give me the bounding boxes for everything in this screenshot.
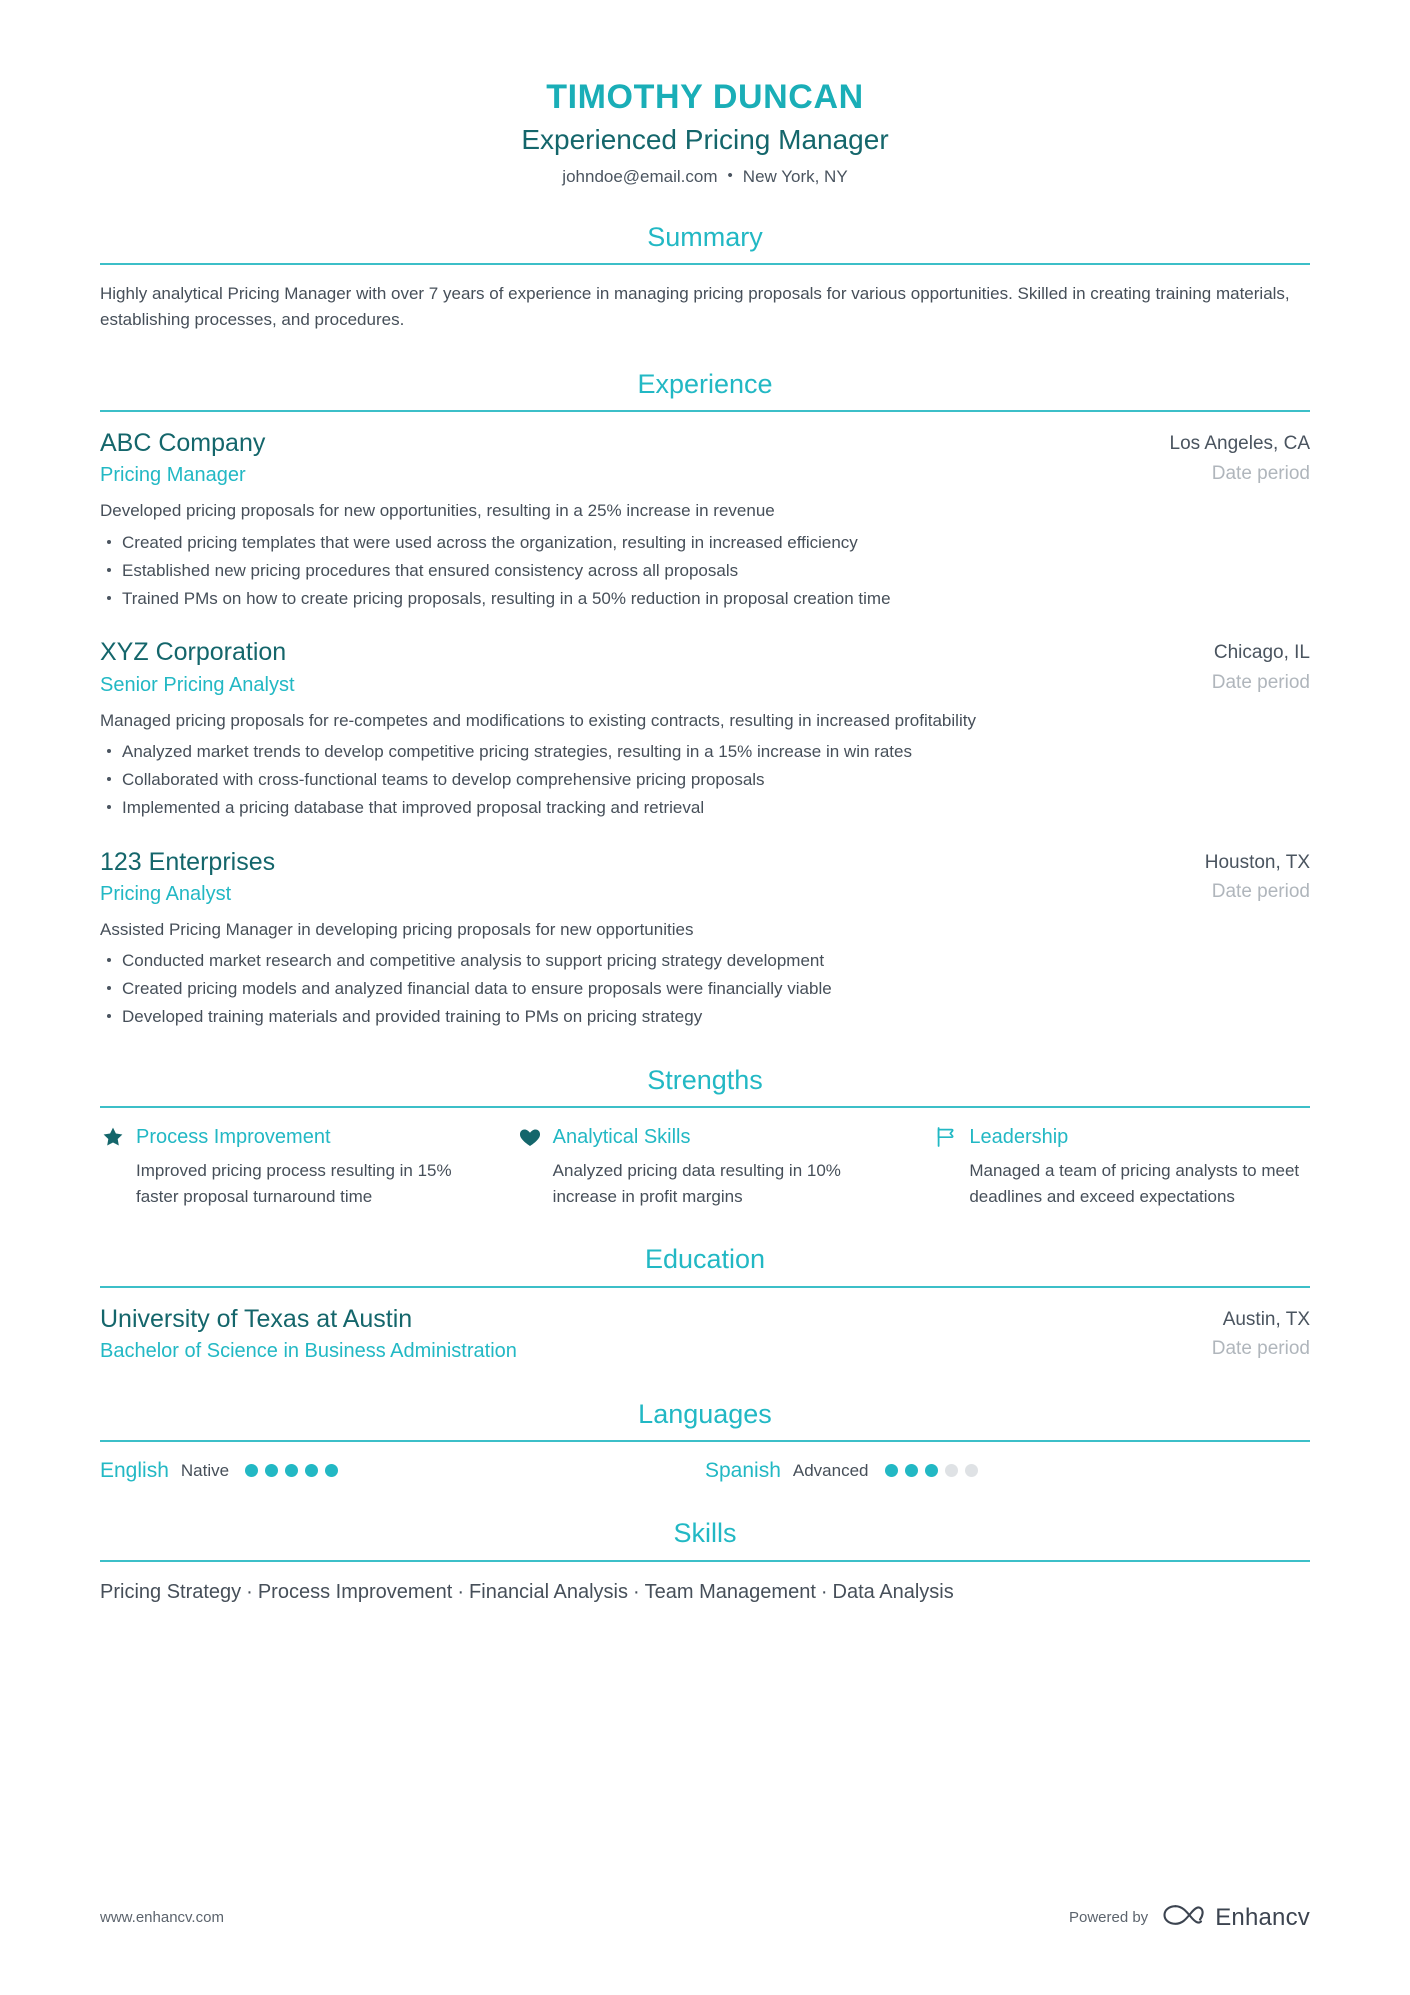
strength-item	[517, 1124, 934, 1209]
skill-item: Team Management	[644, 1580, 816, 1603]
heart-icon	[517, 1124, 543, 1150]
language-rating-dot	[965, 1464, 978, 1477]
job-bullet-item: Implemented a pricing database that improved proposal tracking and retrieval	[100, 795, 1310, 821]
section-experience	[100, 368, 1310, 1030]
strength-item	[933, 1124, 1310, 1209]
company-name: XYZ Corporation	[100, 638, 287, 667]
contact-separator: •	[727, 166, 733, 184]
language-rating-dot	[245, 1464, 258, 1477]
job-bullet-item: Collaborated with cross-functional teams to develop comprehensive pricing proposals	[100, 767, 1310, 793]
experience-entry	[100, 637, 1310, 820]
job-description: Managed pricing proposals for re-competes and modifications to existing contracts, resulting in increased profitability	[100, 710, 976, 730]
job-role: Pricing Analyst	[100, 882, 232, 905]
job-bullet-item: Created pricing models and analyzed financial data to ensure proposals were financially viable	[100, 976, 1310, 1002]
section-languages	[100, 1398, 1310, 1484]
section-title-education: Education	[644, 1244, 766, 1275]
entry-header-left	[100, 1304, 1188, 1364]
school-date-period: Date period	[1211, 1338, 1310, 1360]
strength-title: Analytical Skills	[552, 1125, 691, 1148]
job-role: Pricing Manager	[100, 464, 246, 487]
strength-description: Improved pricing process resulting in 15% faster proposal turnaround time	[136, 1161, 452, 1206]
experience-list	[100, 412, 1310, 1030]
flag-icon	[933, 1124, 959, 1150]
experience-entry	[100, 847, 1310, 1030]
section-strengths	[100, 1064, 1310, 1209]
entry-header-right	[1146, 428, 1310, 486]
skill-item: Process Improvement	[257, 1580, 453, 1603]
language-name: English	[100, 1459, 169, 1483]
candidate-job-title: Experienced Pricing Manager	[521, 124, 889, 156]
languages-list	[100, 1458, 1310, 1483]
entry-header-left	[100, 428, 1146, 488]
language-level: Native	[180, 1460, 230, 1480]
language-rating-dot	[885, 1464, 898, 1477]
entry-header	[100, 1304, 1310, 1364]
entry-header-right	[1181, 847, 1310, 905]
entry-header	[100, 637, 1310, 697]
contact-line	[100, 167, 1310, 187]
enhancv-brand-name: Enhancv	[1215, 1903, 1310, 1931]
skill-separator: ·	[820, 1580, 828, 1603]
job-bullet-item: Created pricing templates that were used across the organization, resulting in increased efficiency	[100, 530, 1310, 556]
skill-item: Financial Analysis	[469, 1580, 628, 1603]
language-rating-dot	[285, 1464, 298, 1477]
job-bullet-item: Trained PMs on how to create pricing proposals, resulting in a 50% reduction in proposal creation time	[100, 586, 1310, 612]
language-rating-dot	[265, 1464, 278, 1477]
powered-by-label: Powered by	[1068, 1909, 1149, 1926]
footer-branding	[1069, 1902, 1310, 1933]
skill-separator: ·	[633, 1580, 640, 1603]
section-title-summary: Summary	[647, 221, 763, 252]
contact-location: New York, NY	[742, 166, 848, 186]
enhancv-brand[interactable]	[1162, 1902, 1310, 1933]
job-date-period: Date period	[1211, 881, 1310, 903]
job-location: Los Angeles, CA	[1169, 433, 1310, 455]
entry-header-right	[1188, 637, 1310, 695]
star-icon	[100, 1124, 126, 1150]
strengths-list	[100, 1124, 1310, 1209]
experience-entry	[100, 428, 1310, 611]
strength-description: Managed a team of pricing analysts to meet deadlines and exceed expectations	[969, 1161, 1300, 1206]
job-location: Chicago, IL	[1213, 642, 1310, 664]
strength-header	[517, 1124, 894, 1150]
skill-separator: ·	[457, 1580, 465, 1603]
entry-header	[100, 847, 1310, 907]
candidate-name: TIMOTHY DUNCAN	[546, 78, 864, 116]
section-title-strengths: Strengths	[647, 1064, 763, 1095]
resume-header	[100, 0, 1310, 187]
job-bullet-item: Established new pricing procedures that ensured consistency across all proposals	[100, 558, 1310, 584]
language-rating-dot	[905, 1464, 918, 1477]
job-role: Senior Pricing Analyst	[100, 673, 295, 696]
entry-header-left	[100, 637, 1188, 697]
strength-header	[100, 1124, 477, 1150]
job-location: Houston, TX	[1204, 851, 1310, 873]
education-list	[100, 1288, 1310, 1364]
strength-title: Leadership	[969, 1125, 1069, 1148]
skill-separator: ·	[246, 1580, 253, 1603]
language-rating-dot	[925, 1464, 938, 1477]
section-title-languages: Languages	[638, 1398, 772, 1429]
job-description: Developed pricing proposals for new opportunities, resulting in a 25% increase in revenue	[100, 501, 775, 521]
job-bullet-item: Developed training materials and provided training to PMs on pricing strategy	[100, 1004, 1310, 1030]
school-location: Austin, TX	[1222, 1308, 1310, 1330]
section-summary	[100, 221, 1310, 334]
footer-website-url[interactable]: www.enhancv.com	[100, 1909, 224, 1926]
language-item	[100, 1458, 705, 1483]
job-bullet-list	[100, 948, 1310, 1029]
strength-header	[933, 1124, 1310, 1150]
education-entry	[100, 1304, 1310, 1364]
skill-item: Data Analysis	[832, 1580, 954, 1603]
school-name: University of Texas at Austin	[100, 1304, 413, 1333]
language-rating-dots	[245, 1464, 338, 1477]
language-item	[705, 1458, 1310, 1483]
enhancv-logo-icon	[1162, 1902, 1206, 1933]
strength-title: Process Improvement	[136, 1125, 331, 1148]
language-name: Spanish	[705, 1459, 781, 1483]
job-bullet-item: Analyzed market trends to develop competitive pricing strategies, resulting in a 15% increase in win rates	[100, 739, 1310, 765]
summary-text: Highly analytical Pricing Manager with over 7 years of experience in managing pricing proposals for various opportunities. Skilled in creating training materials, establishing processes, and procedures.	[100, 284, 1290, 330]
language-rating-dot	[945, 1464, 958, 1477]
section-skills	[100, 1517, 1310, 1606]
strength-item	[100, 1124, 517, 1209]
language-rating-dots	[885, 1464, 978, 1477]
job-bullet-list	[100, 739, 1310, 820]
job-bullet-list	[100, 530, 1310, 611]
language-level: Advanced	[792, 1460, 869, 1480]
entry-header-left	[100, 847, 1181, 907]
entry-header	[100, 428, 1310, 488]
section-title-experience: Experience	[637, 368, 773, 399]
degree-name: Bachelor of Science in Business Administration	[100, 1339, 517, 1362]
contact-email[interactable]: johndoe@email.com	[562, 166, 718, 186]
language-rating-dot	[305, 1464, 318, 1477]
job-description: Assisted Pricing Manager in developing pricing proposals for new opportunities	[100, 919, 694, 939]
skills-line	[100, 1578, 1310, 1607]
skill-item: Pricing Strategy	[100, 1580, 242, 1603]
section-title-skills: Skills	[673, 1518, 737, 1549]
resume-footer	[0, 1902, 1410, 1933]
entry-header-right	[1188, 1304, 1310, 1362]
strength-description: Analyzed pricing data resulting in 10% increase in profit margins	[552, 1161, 841, 1206]
job-date-period: Date period	[1211, 462, 1310, 484]
language-rating-dot	[325, 1464, 338, 1477]
section-education	[100, 1243, 1310, 1364]
job-bullet-item: Conducted market research and competitive analysis to support pricing strategy development	[100, 948, 1310, 974]
company-name: 123 Enterprises	[100, 847, 276, 876]
company-name: ABC Company	[100, 429, 266, 458]
job-date-period: Date period	[1211, 672, 1310, 694]
